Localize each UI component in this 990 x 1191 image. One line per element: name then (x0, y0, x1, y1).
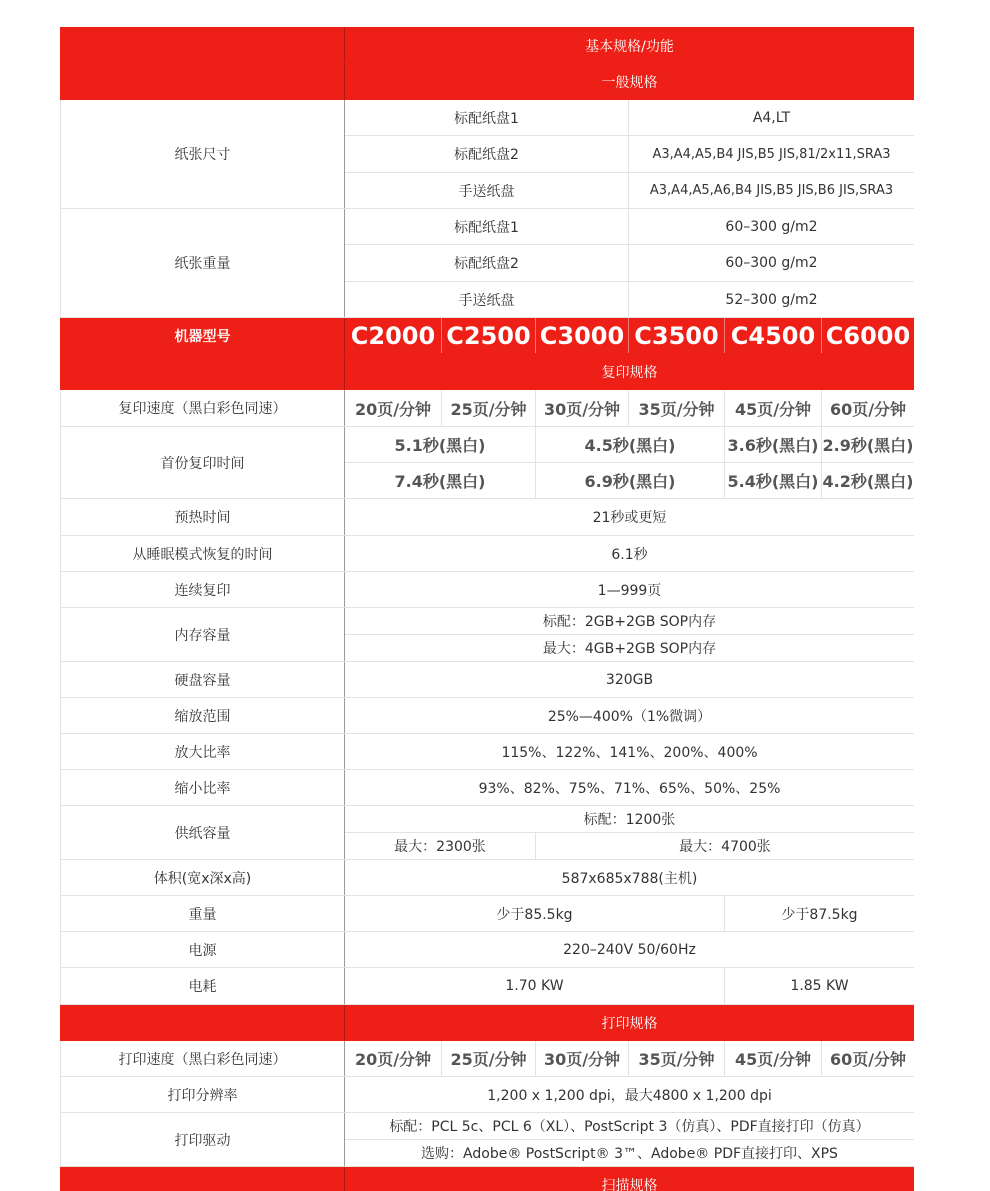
spec-table-container (60, 27, 914, 1191)
copy-speed-row (61, 390, 915, 427)
paper-weight-tray: 标配纸盘2 (345, 245, 629, 282)
copy-blank-cell (61, 354, 345, 390)
print-speed-label: 打印速度（黑白彩色同速） (61, 1041, 345, 1077)
weight-row (61, 896, 915, 932)
memory-label: 内存容量 (61, 608, 345, 662)
first-copy-value: 4.2秒(黑白) (822, 463, 915, 499)
paper-weight-tray: 标配纸盘1 (345, 209, 629, 245)
memory-max: 最大：4GB+2GB SOP内存 (345, 635, 915, 662)
copy-speed-value: 25页/分钟 (442, 390, 536, 427)
general-section-row (61, 64, 915, 100)
first-copy-value: 5.4秒(黑白) (725, 463, 822, 499)
paper-capacity-standard: 标配：1200张 (345, 806, 915, 833)
paper-size-value: A4,LT (629, 100, 915, 136)
consumption-value: 1.70 KW (345, 968, 725, 1005)
paper-size-tray: 标配纸盘2 (345, 136, 629, 173)
consumption-row (61, 968, 915, 1005)
hdd-value: 320GB (345, 662, 915, 698)
first-copy-value: 3.6秒(黑白) (725, 427, 822, 463)
model-name: C2500 (442, 318, 536, 354)
copy-section-row (61, 354, 915, 390)
print-section-row (61, 1005, 915, 1041)
paper-size-label: 纸张尺寸 (61, 100, 345, 209)
first-copy-value: 4.5秒(黑白) (536, 427, 725, 463)
print-speed-value: 30页/分钟 (536, 1041, 629, 1077)
memory-standard: 标配：2GB+2GB SOP内存 (345, 608, 915, 635)
consumption-label: 电耗 (61, 968, 345, 1005)
header-title-row (61, 28, 915, 64)
general-section-title: 一般规格 (345, 64, 915, 100)
paper-size-tray: 手送纸盘 (345, 173, 629, 209)
paper-size-value: A3,A4,A5,B4 JIS,B5 JIS,81/2x11,SRA3 (629, 136, 915, 173)
model-name: C2000 (345, 318, 442, 354)
print-speed-row (61, 1041, 915, 1077)
first-copy-row (61, 427, 915, 463)
print-speed-value: 20页/分钟 (345, 1041, 442, 1077)
first-copy-value: 6.9秒(黑白) (536, 463, 725, 499)
paper-weight-row (61, 209, 915, 245)
copy-section-title: 复印规格 (345, 354, 915, 390)
continuous-copy-value: 1—999页 (345, 572, 915, 608)
continuous-copy-label: 连续复印 (61, 572, 345, 608)
print-speed-value: 35页/分钟 (629, 1041, 725, 1077)
paper-capacity-max: 最大：2300张 (345, 833, 536, 860)
reduce-label: 缩小比率 (61, 770, 345, 806)
print-speed-value: 45页/分钟 (725, 1041, 822, 1077)
paper-weight-value: 60–300 g/m2 (629, 209, 915, 245)
power-row (61, 932, 915, 968)
scan-section-title: 扫描规格 (345, 1167, 915, 1191)
print-resolution-row (61, 1077, 915, 1113)
zoom-label: 缩放范围 (61, 698, 345, 734)
general-blank-cell (61, 64, 345, 100)
paper-capacity-max: 最大：4700张 (536, 833, 915, 860)
first-copy-value: 2.9秒(黑白) (822, 427, 915, 463)
enlarge-row (61, 734, 915, 770)
sleep-recovery-row (61, 536, 915, 572)
warmup-value: 21秒或更短 (345, 499, 915, 536)
paper-weight-label: 纸张重量 (61, 209, 345, 318)
paper-capacity-row (61, 806, 915, 833)
header-blank-cell (61, 28, 345, 64)
zoom-row (61, 698, 915, 734)
dimensions-label: 体积(宽x深x高) (61, 860, 345, 896)
model-label: 机器型号 (61, 318, 345, 354)
scan-section-row (61, 1167, 915, 1191)
weight-value: 少于85.5kg (345, 896, 725, 932)
print-resolution-value: 1,200 x 1,200 dpi，最大4800 x 1,200 dpi (345, 1077, 915, 1113)
first-copy-value: 7.4秒(黑白) (345, 463, 536, 499)
paper-weight-value: 52–300 g/m2 (629, 282, 915, 318)
first-copy-label: 首份复印时间 (61, 427, 345, 499)
model-name: C3500 (629, 318, 725, 354)
model-name: C6000 (822, 318, 915, 354)
power-value: 220–240V 50/60Hz (345, 932, 915, 968)
continuous-copy-row (61, 572, 915, 608)
spec-table (60, 27, 914, 1191)
zoom-value: 25%—400%（1%微调） (345, 698, 915, 734)
weight-value: 少于87.5kg (725, 896, 915, 932)
print-section-title: 打印规格 (345, 1005, 915, 1041)
consumption-value: 1.85 KW (725, 968, 915, 1005)
print-speed-value: 25页/分钟 (442, 1041, 536, 1077)
warmup-row (61, 499, 915, 536)
model-name: C4500 (725, 318, 822, 354)
copy-speed-value: 20页/分钟 (345, 390, 442, 427)
print-driver-row (61, 1113, 915, 1140)
copy-speed-value: 45页/分钟 (725, 390, 822, 427)
reduce-value: 93%、82%、75%、71%、65%、50%、25% (345, 770, 915, 806)
paper-weight-value: 60–300 g/m2 (629, 245, 915, 282)
paper-capacity-label: 供纸容量 (61, 806, 345, 860)
model-row (61, 318, 915, 354)
print-resolution-label: 打印分辨率 (61, 1077, 345, 1113)
hdd-row (61, 662, 915, 698)
enlarge-label: 放大比率 (61, 734, 345, 770)
copy-speed-value: 30页/分钟 (536, 390, 629, 427)
print-blank-cell (61, 1005, 345, 1041)
hdd-label: 硬盘容量 (61, 662, 345, 698)
header-title: 基本规格/功能 (345, 28, 915, 64)
enlarge-value: 115%、122%、141%、200%、400% (345, 734, 915, 770)
paper-size-tray: 标配纸盘1 (345, 100, 629, 136)
scan-blank-cell (61, 1167, 345, 1191)
copy-speed-label: 复印速度（黑白彩色同速） (61, 390, 345, 427)
print-driver-label: 打印驱动 (61, 1113, 345, 1167)
print-driver-standard: 标配：PCL 5c、PCL 6（XL）、PostScript 3（仿真）、PDF直接打印（仿真） (345, 1113, 915, 1140)
paper-size-row (61, 100, 915, 136)
paper-weight-tray: 手送纸盘 (345, 282, 629, 318)
model-name: C3000 (536, 318, 629, 354)
copy-speed-value: 60页/分钟 (822, 390, 915, 427)
weight-label: 重量 (61, 896, 345, 932)
first-copy-value: 5.1秒(黑白) (345, 427, 536, 463)
print-driver-optional: 选购：Adobe® PostScript® 3™、Adobe® PDF直接打印、XPS (345, 1140, 915, 1167)
power-label: 电源 (61, 932, 345, 968)
reduce-row (61, 770, 915, 806)
sleep-recovery-value: 6.1秒 (345, 536, 915, 572)
print-speed-value: 60页/分钟 (822, 1041, 915, 1077)
warmup-label: 预热时间 (61, 499, 345, 536)
paper-size-value: A3,A4,A5,A6,B4 JIS,B5 JIS,B6 JIS,SRA3 (629, 173, 915, 209)
dimensions-row (61, 860, 915, 896)
sleep-recovery-label: 从睡眠模式恢复的时间 (61, 536, 345, 572)
copy-speed-value: 35页/分钟 (629, 390, 725, 427)
dimensions-value: 587x685x788(主机) (345, 860, 915, 896)
memory-row (61, 608, 915, 635)
